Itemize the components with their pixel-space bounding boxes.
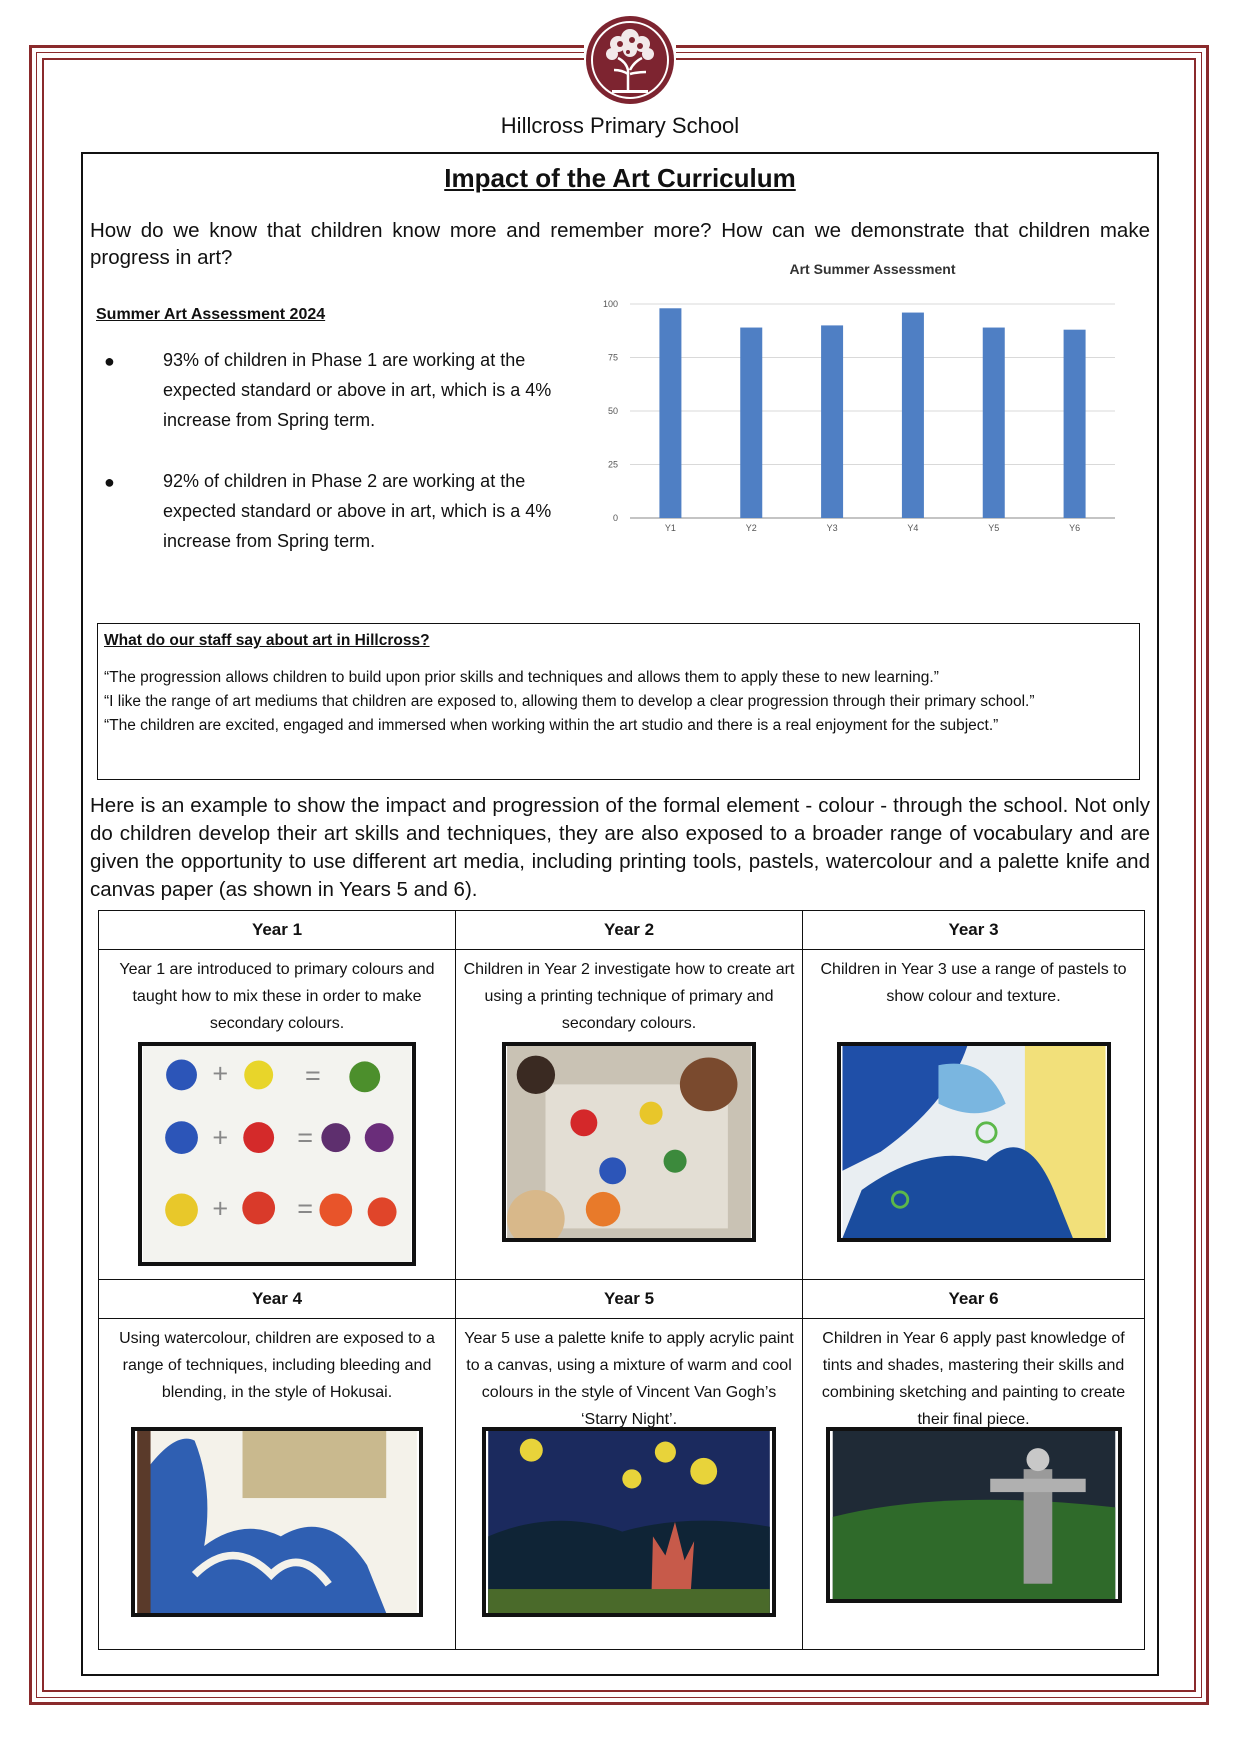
staff-quote: “The progression allows children to build upon prior skills and techniques and allows them to apply these to new learning.” [104,669,939,686]
school-logo [584,14,676,106]
chart-y-tick-label: 25 [607,459,618,470]
year-heading: Year 3 [803,911,1145,950]
year-heading: Year 4 [99,1280,456,1319]
svg-text:=: = [297,1193,314,1224]
staff-quote: “I like the range of art mediums that children are exposed to, allowing them to develop a clear progression through their primary school.” [104,693,1035,710]
starry-night-artwork-image [482,1427,776,1617]
bullet-marker: ● [104,472,115,492]
example-paragraph: Here is an example to show the impact and progression of the formal element - colour - through the school. Not only do children develop their art skills and techniques, they are also exposed to a broader range of vocabulary and are given the opportunity to use different art media, including printing tools, pastels, watercolour and a palette knife and canvas paper (as shown in Years 5 and 6). [90,794,1150,901]
chart-bar [821,325,843,518]
chart-bar [740,328,762,518]
assessment-bullet: 92% of children in Phase 2 are working at the expected standard or above in art, which is a 4% increase from Spring term. [163,471,552,551]
page-title: Impact of the Art Curriculum [444,163,796,193]
staff-heading: What do our staff say about art in Hillcross? [104,632,430,649]
chart-bar [983,328,1005,518]
year-cell [456,1319,803,1650]
school-name: Hillcross Primary School [500,113,740,138]
chart-y-tick-label: 0 [612,513,618,523]
year-cell [99,950,456,1280]
staff-quote: “The children are excited, engaged and immersed when working within the art studio and there is a real enjoyment for the subject.” [104,717,999,734]
bar-chart-svg [580,261,1120,605]
year-cell [803,1319,1145,1650]
svg-text:+: + [212,1122,229,1153]
chart-bar [1064,330,1086,518]
pastel-artwork-image [837,1042,1111,1242]
tree-logo-icon [584,14,676,106]
year-heading: Year 1 [99,911,456,950]
assessment-bullet: 93% of children in Phase 1 are working at the expected standard or above in art, which is a 4% increase from Spring term. [163,350,552,430]
chart-title: Art Summer Assessment [789,261,956,277]
christ-redeemer-artwork-image [826,1427,1122,1603]
svg-text:=: = [297,1122,314,1153]
year-description: Children in Year 6 apply past knowledge of tints and shades, mastering their skills and combining sketching and painting to create their final piece. [821,1330,1126,1428]
year-cell [456,950,803,1280]
chart-x-tick-label: Y5 [988,523,1000,533]
year-cell [99,1319,456,1650]
intro-paragraph: How do we know that children know more and remember more? How can we demonstrate that children make progress in art? [90,219,1150,269]
chart-y-tick-label: 50 [607,406,618,416]
printing-classroom-image [502,1042,756,1242]
chart-x-tick-label: Y1 [664,523,676,533]
chart-y-tick-label: 75 [607,352,618,363]
bullet-marker: ● [104,351,115,371]
year-heading: Year 5 [456,1280,803,1319]
assessment-chart [580,261,1120,605]
handprint-artwork-image [138,1042,416,1266]
chart-x-tick-label: Y4 [907,523,919,533]
year-progression-table [98,910,1145,1650]
year-description: Using watercolour, children are exposed to a range of techniques, including bleeding and blending, in the style of Hokusai. [119,1330,435,1401]
chart-x-tick-label: Y2 [745,523,757,533]
year-description: Children in Year 2 investigate how to create art using a printing technique of primary and secondary colours. [463,961,795,1032]
staff-quotes-box [97,623,1140,780]
svg-text:+: + [212,1058,229,1089]
chart-bar [659,308,681,518]
svg-text:=: = [304,1060,321,1091]
assessment-heading: Summer Art Assessment 2024 [96,306,326,323]
year-description: Year 5 use a palette knife to apply acrylic paint to a canvas, using a mixture of warm and cool colours in the style of Vincent Van Gogh’s ‘Starry Night’. [464,1330,794,1428]
year-description: Year 1 are introduced to primary colours and taught how to mix these in order to make secondary colours. [119,961,435,1032]
chart-x-tick-label: Y6 [1069,523,1081,533]
watercolour-artwork-image [131,1427,423,1617]
chart-y-tick-label: 100 [602,299,618,309]
year-cell [803,950,1145,1280]
chart-x-tick-label: Y3 [826,523,838,533]
chart-bar [902,313,924,518]
year-heading: Year 2 [456,911,803,950]
year-heading: Year 6 [803,1280,1145,1319]
year-description: Children in Year 3 use a range of pastels to show colour and texture. [820,961,1127,1005]
svg-text:+: + [212,1193,229,1224]
